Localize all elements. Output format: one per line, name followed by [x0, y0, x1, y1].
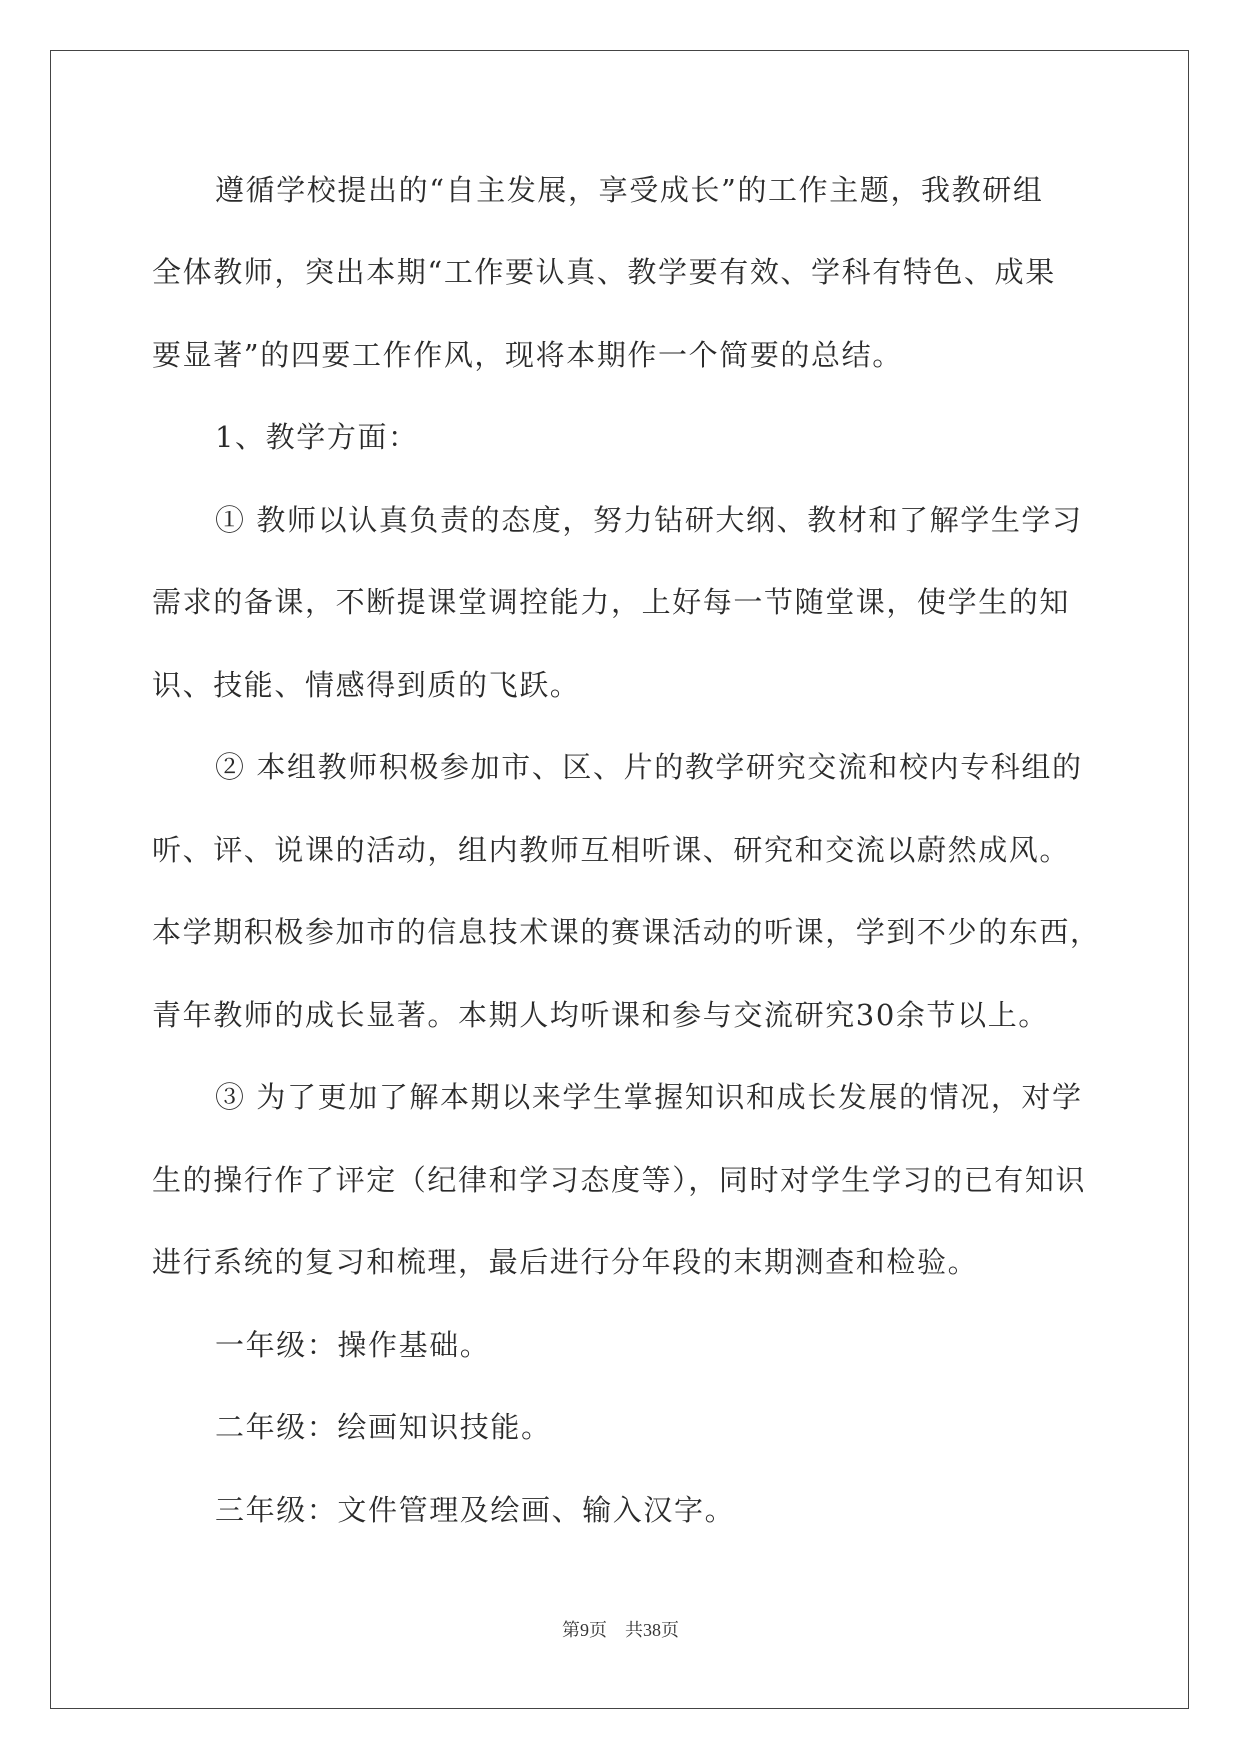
- paragraph-line: 进行系统的复习和梳理，最后进行分年段的末期测查和检验。: [152, 1245, 979, 1279]
- grade-item: 二年级：绘画知识技能。: [215, 1410, 552, 1444]
- paragraph-line: 青年教师的成长显著。本期人均听课和参与交流研究30余节以上。: [152, 998, 1049, 1032]
- page-border: [50, 50, 1189, 1709]
- grade-item: 一年级：操作基础。: [215, 1328, 491, 1362]
- paragraph-line: 全体教师，突出本期“工作要认真、教学要有效、学科有特色、成果: [152, 255, 1056, 289]
- paragraph-line: 识、技能、情感得到质的飞跃。: [152, 668, 581, 702]
- paragraph-line: 生的操行作了评定（纪律和学习态度等），同时对学生学习的已有知识: [152, 1163, 1087, 1197]
- paragraph-line: 遵循学校提出的“自主发展，享受成长”的工作主题，我教研组: [215, 173, 1044, 207]
- section-heading: 1、教学方面：: [215, 420, 419, 454]
- paragraph-line: 本学期积极参加市的信息技术课的赛课活动的听课，学到不少的东西，: [152, 915, 1101, 949]
- paragraph-line: 要显著”的四要工作作风，现将本期作一个简要的总结。: [152, 338, 903, 372]
- paragraph-line: 需求的备课，不断提课堂调控能力，上好每一节随堂课，使学生的知: [152, 585, 1071, 619]
- paragraph-line: ② 本组教师积极参加市、区、片的教学研究交流和校内专科组的: [215, 750, 1083, 784]
- paragraph-line: 听、评、说课的活动，组内教师互相听课、研究和交流以蔚然成风。: [152, 833, 1071, 867]
- paragraph-line: ③ 为了更加了解本期以来学生掌握知识和成长发展的情况，对学: [215, 1080, 1083, 1114]
- grade-item: 三年级：文件管理及绘画、输入汉字。: [215, 1493, 736, 1527]
- paragraph-line: ① 教师以认真负责的态度，努力钻研大纲、教材和了解学生学习: [215, 503, 1083, 537]
- page-number: 第9页 共38页: [562, 1620, 679, 1640]
